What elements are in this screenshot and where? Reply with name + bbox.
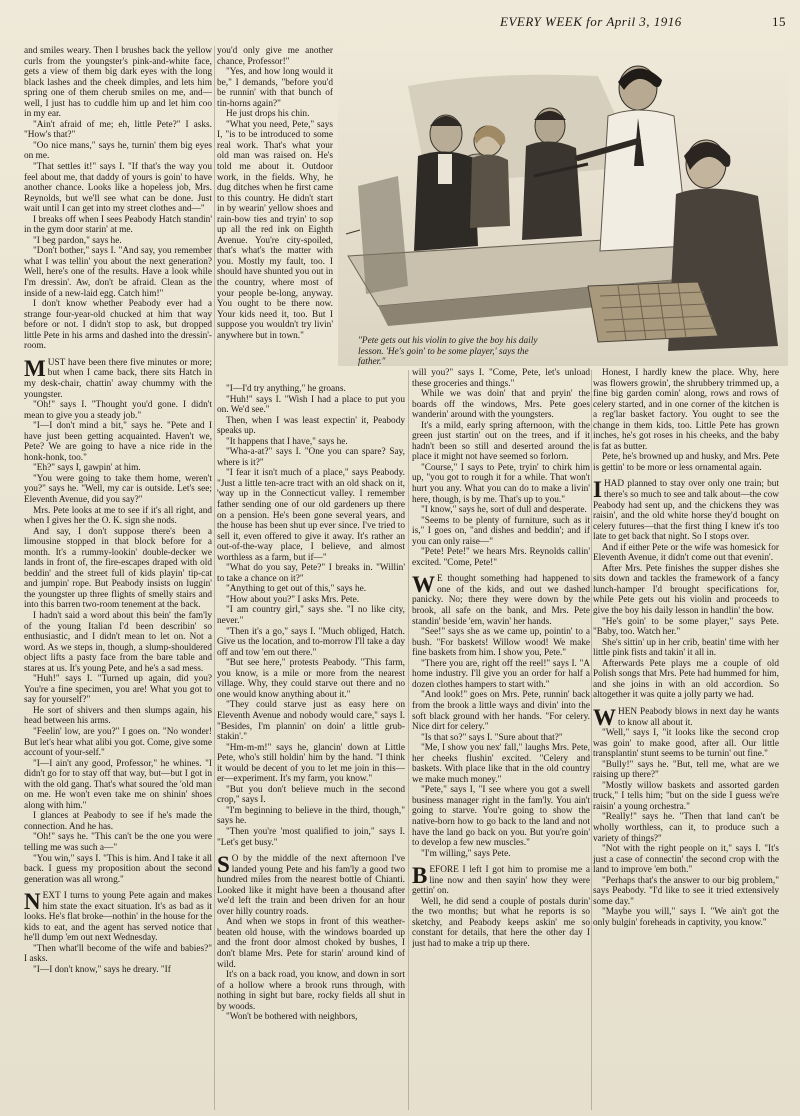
paragraph xyxy=(24,891,212,944)
paragraph: "What do you say, Pete?" I breaks in. "Willin' to take a chance on it?" xyxy=(217,563,405,584)
text-column-3 xyxy=(412,368,590,1110)
paragraph: "But you don't believe much in the second crop," says I. xyxy=(217,784,405,806)
paragraph: And when we stops in front of this weather-beaten old house, with the windows boarded up and the front door almost choked by bushes, I don't blame Mrs. Pete for starin' around kind of wild. xyxy=(217,917,405,970)
paragraph: Pete, he's browned up and husky, and Mrs. Pete is gettin' to be more or less ornamental again. xyxy=(593,452,779,473)
drop-cap: S xyxy=(217,852,230,878)
paragraph: He sort of shivers and then slumps again, his head between his arms. xyxy=(24,705,212,727)
paragraph xyxy=(593,479,779,542)
paragraph: "You were going to take them home, weren't you?" says he. "Well, my car is outside. Let's see; Eleventh Avenue, did you say?" xyxy=(24,473,212,505)
paragraph: "That settles it!" says I. "If that's the way you feel about me, that daddy of yours is goin' to have another chance. Looks like a hopeless job, Mrs. Reynolds, but we'll see what can be done. Just wait until I can get into my street clothes and—" xyxy=(24,162,212,215)
paragraph: "Ain't afraid of me; eh, little Pete?" I asks. "How's that?" xyxy=(24,119,212,141)
text-column-1 xyxy=(24,46,212,1110)
paragraph: Then, when I was least expectin' it, Peabody speaks up. xyxy=(217,415,405,437)
paragraph: It's a mild, early spring afternoon, with the green just startin' out on the trees, and if it hadn't been so still and deserted around the place it might not have seemed so forlorn. xyxy=(412,420,590,463)
column-rule xyxy=(591,370,592,1110)
paragraph: you'd only give me another chance, Professor!" xyxy=(217,46,333,67)
paragraph: "Really!" says he. "Then that land can't be wholly worthless, can it, to produce such a variety of things?" xyxy=(593,812,779,844)
paragraph: "There you are, right off the reel!" says I. "A home industry. I'll give you an order for half a dozen clothes hampers to start with." xyxy=(412,658,590,690)
paragraph: "Won't be bothered with neighbors, xyxy=(226,1012,358,1023)
column-rule xyxy=(408,370,409,1110)
paragraph: "Then it's a go," says I. "Much obliged, Hatch. Give us the location, and to-morrow I'll take a day off and tow 'em out there." xyxy=(217,626,405,658)
paragraph xyxy=(593,704,779,730)
paragraph: "I fear it isn't much of a place," says Peabody. "Just a little ten-acre tract with an old shack on it, 'way up in the Connecticut valley. I remember father sending one of our old gardeners up there on a pension. He's been gone several years, and the house has been shut up ever since. I've tried to sell it, even offered to give it away. It's rather an out-of-the-way place, I believe, and almost worthless as a farm, but if—" xyxy=(217,468,405,563)
paragraph: "Huh!" says I. "Wish I had a place to put you on. We'd see." xyxy=(217,394,405,416)
paragraph-text: O by the middle of the next afternoon I've landed young Pete and his fam'ly a good two hundred miles from the nearest bottle of Chianti. Looked like it might have been a thousand after we'd left the train and been driven for an hour over hilly country roads. xyxy=(217,854,405,917)
paragraph: "And look!" goes on Mrs. Pete, runnin' back from the brook a little ways and divin' into the soft black ground with her hands. "For celery. Nice dirt for celery." xyxy=(412,690,590,733)
paragraph: I hadn't said a word about this bein' the fam'ly of the young Italian I'd been describin' so enthusiastic, and I didn't mean to let on. Not a word. As we steps in, though, a slump-shouldered object lifts a pasty face from the bare table and stares at us. It's young Pete, and he's a sad mess. xyxy=(24,610,212,674)
paragraph: Mrs. Pete looks at me to see if it's all right, and when I gives her the O. K. sign she nods. xyxy=(24,505,212,527)
paragraph xyxy=(412,865,590,897)
paragraph: And if either Pete or the wife was homesick for Eleventh Avenue, it didn't come out that evenin'. xyxy=(593,542,779,564)
paragraph: "Me, I show you nex' fall," laughs Mrs. Pete, her cheeks flushin' excited. "Celery and baskets. With place like that in the old country we make much money." xyxy=(412,743,590,785)
illustration-caption: "Pete gets out his violin to give the boy his daily lesson. 'He's goin' to be some player,' says the father." xyxy=(358,336,538,367)
paragraph: "How about you?" I asks Mrs. Pete. xyxy=(226,594,360,605)
paragraph: Afterwards Pete plays me a couple of old Polish songs that Mrs. Pete had hummed for him, and she joins in with an old accordion. So altogether it was quite a jolly party we had. xyxy=(593,658,779,701)
paragraph: "Bully!" says he. "But, tell me, what are we raising up there?" xyxy=(593,759,779,781)
paragraph: She's sittin' up in her crib, beatin' time with her little pink fists and takin' it all in. xyxy=(593,637,779,659)
paragraph: "What you need, Pete," says I, "is to be introduced to some real work. That's what your old man was raised on. He's told me about it. Outdoor work, in the fields. Why, he dug ditches when he first came to this country. He didn't start in by wearin' yellow shoes and rain-bow ties and tryin' to sop up all the red ink on Eighth Avenue. You're city-spoiled, that's what's the matter with you. Mostly my fault, too. I should have shunted you out in the country, where most of your people be-long, anyway. You ought to be there now. Your kids need it, too. But I suppose you wouldn't try livin' anywhere but in town." xyxy=(217,119,333,341)
paragraph xyxy=(412,574,590,627)
paragraph: "Oh!" says I. "Thought you'd gone. I didn't mean to give you a steady job." xyxy=(24,400,212,421)
paragraph-text: E thought something had happened to one of the kids, and out we dashed panicky. No; there they were down by the brook, all safe on the bank, and Mrs. Pete standin' beside 'em, wavin' her hands. xyxy=(412,574,590,627)
paragraph: "I—I'd try anything," he groans. xyxy=(226,384,346,394)
paragraph-text: UST have been there five minutes or more; but when I came back, there sits Hatch in my desk-chair, chattin' away chummy with the youngster. xyxy=(24,357,212,400)
paragraph: "It happens that I have," says he. xyxy=(226,436,348,447)
paragraph-text: HAD planned to stay over only one train; but there's so much to see and talk about—the cow Peabody had sent up, and the chickens they was raisin', and the old white horse they'd bought on celery futures—that the first thing I knew it's too late to get back that night. So I stops over. xyxy=(593,479,779,543)
paragraph: After Mrs. Pete finishes the supper dishes she sits down and tackles the framework of a fancy lunch-hamper I'd brought specifications for, while Pete gets out his violin and proceeds to give the boy his daily lesson in handlin' the bow. xyxy=(593,563,779,617)
paragraph: I breaks off when I sees Peabody Hatch standin' in the gym door starin' at me. xyxy=(24,214,212,236)
paragraph: I don't know whether Peabody ever had a strange four-year-old chucked at him that way before or not. I didn't stop to ask, but dropped little Pete in his arms and dashed into the dressin'-room. xyxy=(24,299,212,352)
paragraph: "Course," I says to Pete, tryin' to chirk him up, "you got to rough it for a while. That won't hurt you any. What you can do to make a livin' here, though, is by me. That's up to you." xyxy=(412,462,590,505)
drop-cap: I xyxy=(593,477,602,503)
issue-date: for April 3, 1916 xyxy=(586,14,682,29)
drop-cap: W xyxy=(593,704,616,730)
paragraph: "Don't bother," says I. "And say, you remember what I was tellin' you about the next generation? Well, here's one of the results. Have a look while I'm dressin'. Aw, don't be afraid. Clean as the inside of a new-laid egg. Catch him!" xyxy=(24,246,212,299)
paragraph: "See!" says she as we came up, pointin' to a bush. "For baskets! Willow wood! We make fine baskets from him. I show you, Pete." xyxy=(412,627,590,659)
paragraph: And say, I don't suppose there's been a limousine stopped in that block before for a month. It's a rummy-lookin' double-decker we lands in front of, the fire-escapes draped with old beddin' and the street full of kids playin' tip-cat and jumpin' rope. But Peabody insists on luggin' the youngster up three flights of smelly stairs and into this barren two-room tenement at the back. xyxy=(24,526,212,611)
paragraph: While we was doin' that and pryin' the boards off the windows, Mrs. Pete goes wanderin' around with the youngsters. xyxy=(412,389,590,421)
paragraph: "Pete," says I, "I see where you got a swell business manager right in the fam'ly. You ain't going to starve. You're going to show the native-born how to go back to the land and not have the land go back on you. But you're goin' to develop a few new muscles." xyxy=(412,785,590,849)
page-number: 15 xyxy=(772,14,786,29)
paragraph: "Pete! Pete!" we hears Mrs. Reynolds callin' excited. "Come, Pete!" xyxy=(412,547,590,568)
paragraph: "I beg pardon," says he. xyxy=(33,235,122,246)
paragraph: "Is that so?" says I. "Sure about that?" xyxy=(421,732,563,743)
running-header xyxy=(500,14,786,30)
text-column-4 xyxy=(593,368,779,1110)
paragraph: "Then you're 'most qualified to join," says I. "Let's get busy." xyxy=(217,826,405,848)
paragraph: "Oh!" says he. "This can't be the one you were telling me was such a—" xyxy=(24,832,212,854)
paragraph: Honest, I hardly knew the place. Why, here was flowers growin', the shrubbery trimmed up, a fine big garden comin' along, rows and rows of celery started, and in one corner of the kitchen is a reg'lar basket factory. You ought to see the change in them kids, too. Little Pete has grown inches, he's got roses in his cheeks, and the baby is fat as butter. xyxy=(593,368,779,452)
paragraph: "You win," says I. "This is him. And I take it all back. I guess my proposition about the second generation was all wrong." xyxy=(24,853,212,885)
paragraph: "I—I don't know," says he dreary. "If xyxy=(33,965,171,976)
paragraph: "Not with the right people on it," says I. "It's just a case of connectin' the second crop with the land to improve 'em both." xyxy=(593,844,779,876)
paragraph: "They could starve just as easy here on Eleventh Avenue and nobody would care," says I. "Besides, I'm plannin' on doin' a little grub-stakin'." xyxy=(217,700,405,743)
paragraph: "Yes, and how long would it be," I demands, "before you'd be runnin' with that bunch of tin-horns again?" xyxy=(217,67,333,109)
paragraph: "I—I don't mind a bit," says he. "Pete and I have just been getting acquainted. Haven't we, Pete? We are going to have a nice ride in the honk-honk, too." xyxy=(24,421,212,463)
paragraph: "Maybe you will," says I. "We ain't got the only bulgin' foreheads in captivity, you know." xyxy=(593,907,779,928)
paragraph: will you?" says I. "Come, Pete, let's unload these groceries and things." xyxy=(412,368,590,389)
paragraph: I glances at Peabody to see if he's made the connection. And he has. xyxy=(24,811,212,832)
drop-cap: M xyxy=(24,355,46,381)
paragraph: "Wha-a-at?" says I. "One you can spare? Say, where is it?" xyxy=(217,447,405,468)
text-column-2-top xyxy=(217,46,333,384)
paragraph: "Huh!" says I. "Turned up again, did you? You're a fine specimen, you are! What you got to say for yourself?" xyxy=(24,674,212,706)
paragraph: "Anything to get out of this," says he. xyxy=(226,584,367,595)
paragraph: "Hm-m-m!" says he, glancin' down at Little Pete, who's still holdin' him by the hand. "I think it would be decent of you to let me join in this—er—experiment. It's my farm, you know." xyxy=(217,742,405,785)
paragraph: "Well," says I, "it looks like the second crop was goin' to make good, after all. Our little transplantin' stunt seems to be turnin' out fine." xyxy=(593,728,779,760)
drop-cap: B xyxy=(412,863,428,889)
paragraph: "Mostly willow baskets and assorted garden truck," I tells him; "but on the side I guess we're raisin' a young orchestra." xyxy=(593,780,779,812)
paragraph-text: EXT I turns to young Pete again and makes him state the exact situation. It's as bad as it looks. He's flat broke—nothin' in the house for the kids to eat, and the agent has served notice that he'll dump 'em out next Wednesday. xyxy=(24,891,212,944)
text-column-2 xyxy=(217,384,405,1110)
paragraph: "He's goin' to be some player," says Pete. "Baby, too. Watch her." xyxy=(593,616,779,638)
paragraph: "But see here," protests Peabody. "This farm, you know, is a mile or more from the nearest village. Why, they could starve out there and no one would know anything about it." xyxy=(217,658,405,700)
paragraph: and smiles weary. Then I brushes back the yellow curls from the youngster's pink-and-white face, gets a view of them big dark eyes with the long black lashes and the cheek dimples, and lets him spring one of them cherub smiles on me, and—well, I just has to cuddle him up and let him coo in my ear. xyxy=(24,46,212,120)
paragraph: Well, he did send a couple of postals durin' the two months; but what he reports is so sketchy, and Peabody keeps askin' me so constant for details, that here the other day I just had to make a trip up there. xyxy=(412,896,590,949)
paragraph: "I—I ain't any good, Professor," he whines. "I didn't go for to stay off that way, but—but I got in with the old gang. That's what soured the 'old man on me. He won't even take me on shinin' shoes along with him." xyxy=(24,758,212,811)
paragraph: "I'm beginning to believe in the third, though," says he. xyxy=(217,805,405,827)
paragraph: "Eh?" says I, gawpin' at him. xyxy=(33,463,141,474)
paragraph: It's on a back road, you know, and down in sort of a hollow where a brook runs through, with nothing in sight but bare, rocky fields all shut in by woods. xyxy=(217,970,405,1012)
magazine-title: EVERY WEEK xyxy=(500,14,583,29)
paragraph: He just drops his chin. xyxy=(226,109,310,120)
paragraph: "Seems to be plenty of furniture, such as it is," I goes on, "and dishes and beddin'; and if you can only raise—" xyxy=(412,515,590,547)
paragraph: "Oo nice mans," says he, turnin' them big eyes on me. xyxy=(24,140,212,162)
paragraph: "I am country girl," says she. "I no like city, never." xyxy=(217,605,405,627)
paragraph: "Perhaps that's the answer to our big problem," says Peabody. "I'd like to see it tried extensively some day." xyxy=(593,875,779,907)
column-rule xyxy=(214,46,215,1110)
paragraph: "Feelin' low, are you?" I goes on. "No wonder! But let's hear what alibi you got. Come, give some account of your-self." xyxy=(24,727,212,759)
paragraph xyxy=(217,854,405,917)
paragraph: "Then what'll become of the wife and babies?" I asks. xyxy=(24,943,212,965)
paragraph: "I'm willing," says Pete. xyxy=(421,848,511,859)
paragraph-text: HEN Peabody blows in next day he wants to know all about it. xyxy=(618,706,779,728)
story-illustration xyxy=(338,46,788,366)
paragraph: "I know," says he, sort of dull and desperate. xyxy=(421,505,587,516)
paragraph xyxy=(24,355,212,400)
paragraph-text: EFORE I left I got him to promise me a line now and then sayin' how they were gettin' on. xyxy=(412,865,590,897)
drop-cap: W xyxy=(412,572,435,598)
drop-cap: N xyxy=(24,889,41,915)
